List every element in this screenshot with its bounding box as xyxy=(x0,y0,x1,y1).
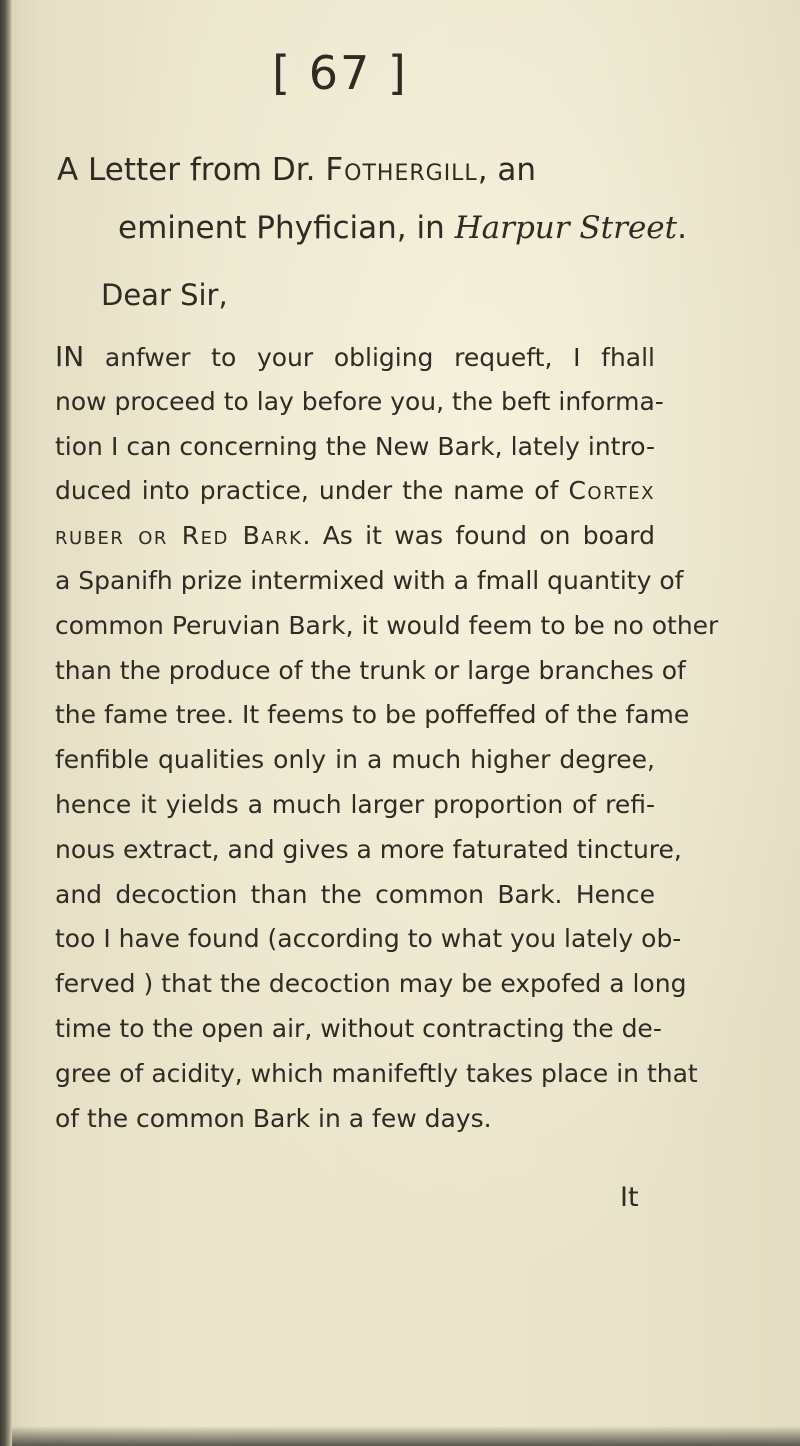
body-line: time to the open air, without contracting the de- xyxy=(55,1013,662,1043)
page-bottom-edge xyxy=(12,1426,800,1446)
salutation: Dear Sir, xyxy=(101,278,228,312)
body-line: of the common Bark in a few days. xyxy=(55,1103,492,1133)
heading-line2-suffix: . xyxy=(677,210,687,246)
letter-heading-line-2 xyxy=(118,210,687,246)
body-line: than the produce of the trunk or large branches of xyxy=(55,655,686,685)
heading-street: Harpur Street xyxy=(454,210,678,246)
body-line: fenfible qualities only in a much higher degree, xyxy=(55,745,655,775)
heading-prefix: A Letter from Dr. xyxy=(57,152,316,188)
body-line: now proceed to lay before you, the beft informa- xyxy=(55,386,664,416)
body-lead-word: IN xyxy=(55,340,85,373)
body-line: nous extract, and gives a more faturated tincture, xyxy=(55,834,682,864)
body-line: ruber or Red Bark. As it was found on board xyxy=(55,521,655,551)
body-line: IN anfwer to your obliging requeft, I fhall xyxy=(55,340,655,373)
body-line: gree of acidity, which manifeftly takes place in that xyxy=(55,1058,698,1088)
body-line: ferved ) that the decoction may be expofed a long xyxy=(55,969,687,999)
body-line: too I have found (according to what you lately ob- xyxy=(55,924,682,954)
catchword: It xyxy=(620,1182,639,1213)
heading-author: Fothergill xyxy=(325,152,478,188)
heading-suffix: , an xyxy=(477,152,537,188)
page-gutter xyxy=(0,0,12,1446)
letter-body xyxy=(55,335,719,1141)
letter-heading-line-1 xyxy=(57,152,536,188)
body-line: and decoction than the common Bark. Hence xyxy=(55,879,655,909)
body-line: the fame tree. It feems to be poffeffed of the fame xyxy=(55,700,690,730)
body-line: duced into practice, under the name of Cortex xyxy=(55,476,655,506)
page-number: [ 67 ] xyxy=(272,46,408,100)
body-line: a Spanifh prize intermixed with a fmall quantity of xyxy=(55,565,684,595)
heading-line2-prefix: eminent Phyfician, in xyxy=(118,210,455,246)
body-line: common Peruvian Bark, it would feem to be no other xyxy=(55,610,719,640)
body-line: hence it yields a much larger proportion of refi- xyxy=(55,789,655,819)
body-line: tion I can concerning the New Bark, lately intro- xyxy=(55,431,655,461)
